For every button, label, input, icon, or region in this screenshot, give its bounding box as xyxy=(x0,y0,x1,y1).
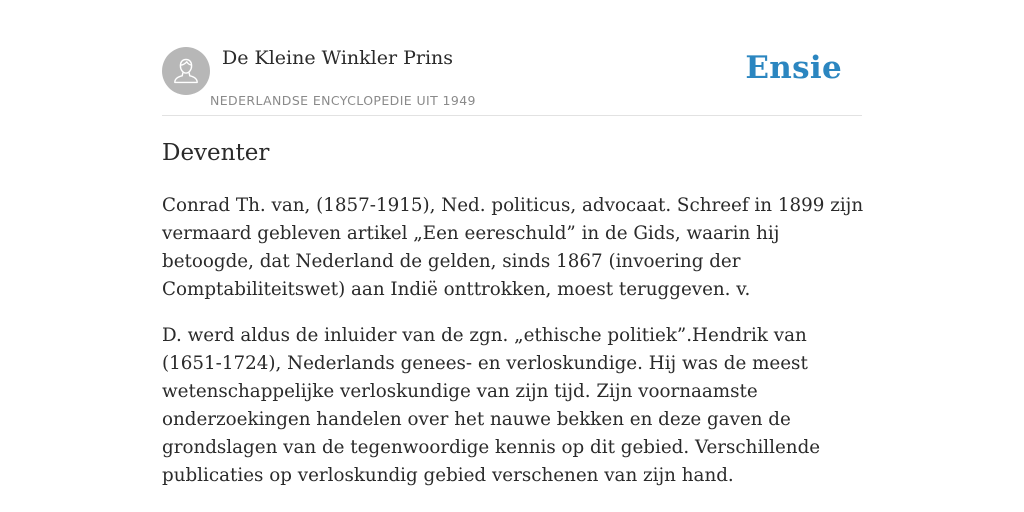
entry-paragraph: Conrad Th. van, (1857-1915), Ned. politicus, advocaat. Schreef in 1899 zijn vermaard gebleven artikel „Een eereschuld” in de Gids, waarin hij betoogde, dat Nederland de gelden, sinds 1867 (invoering der Comptabiliteitswet) aan Indië onttrokken, moest teruggeven. v. xyxy=(162,195,864,300)
entry-title: Deventer xyxy=(162,140,270,166)
brand-logo[interactable]: Ensie xyxy=(745,50,842,86)
user-icon xyxy=(162,47,210,95)
source-avatar[interactable] xyxy=(162,47,210,95)
source-subtitle: NEDERLANDSE ENCYCLOPEDIE UIT 1949 xyxy=(210,93,476,108)
entry-paragraph: D. werd aldus de inluider van de zgn. „ethische politiek”.Hendrik van (1651-1724), Nederlands genees- en verloskundige. Hij was de meest wetenschappelijke verloskundige van zijn tijd. Zijn voornaamste onderzoekingen handelen over het nauwe bekken en deze gaven de grondslagen van de tegenwoordige kennis op dit gebied. Verschillende publicaties op verloskundig gebied verschenen van zijn hand. xyxy=(162,325,821,486)
entry-content xyxy=(162,192,866,508)
page-header xyxy=(162,46,862,116)
source-title[interactable]: De Kleine Winkler Prins xyxy=(222,47,454,69)
